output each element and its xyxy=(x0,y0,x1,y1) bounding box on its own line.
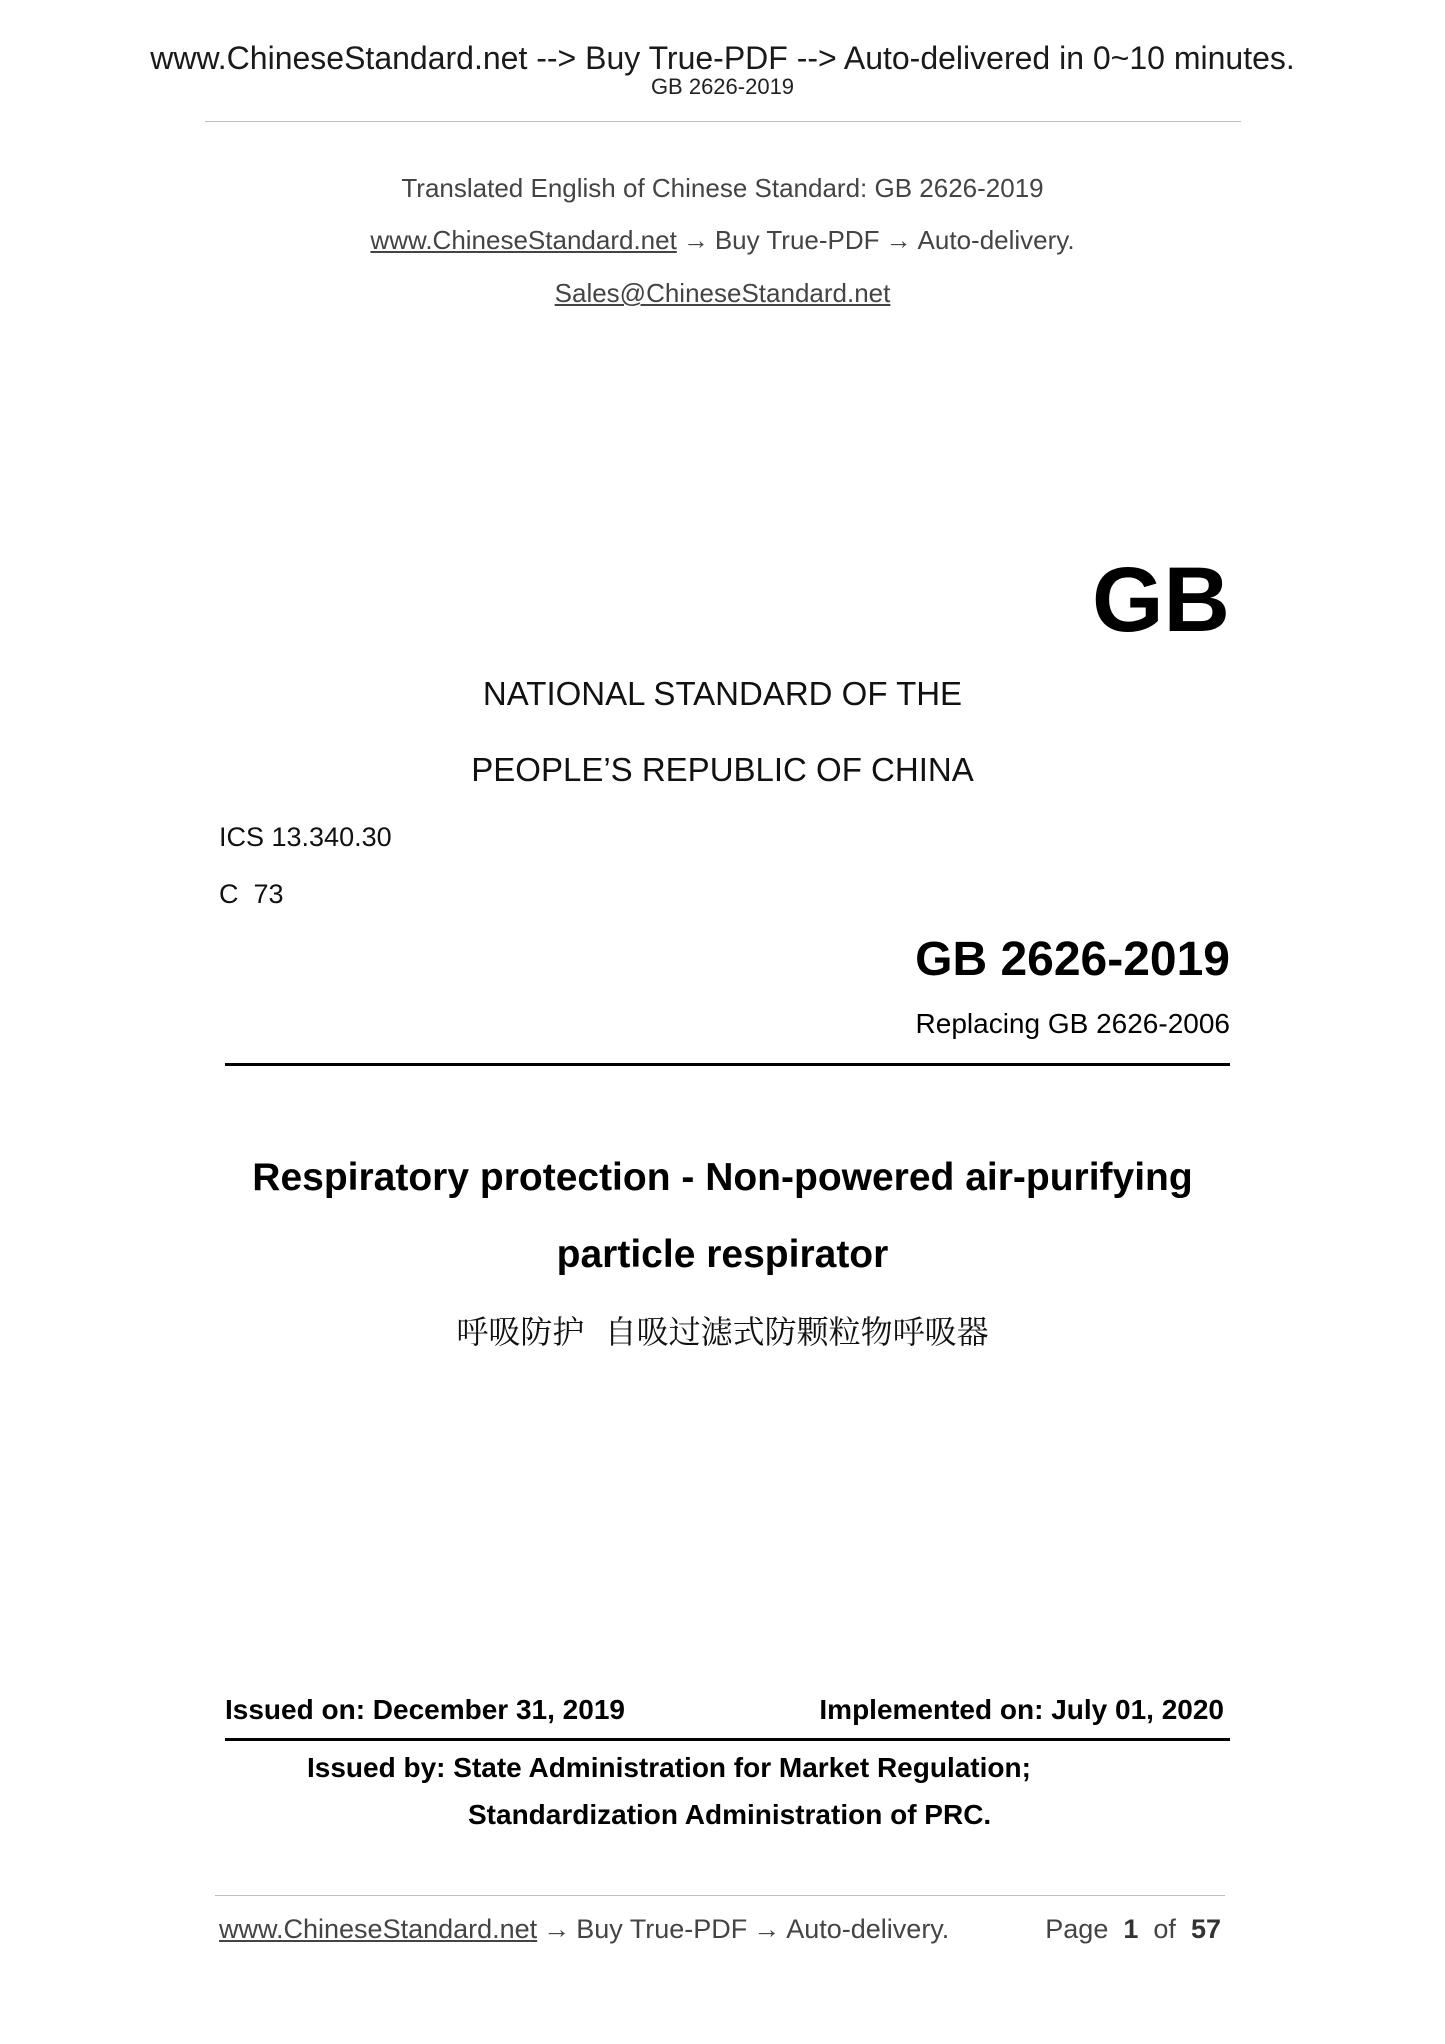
arrow-right-icon: → xyxy=(543,1914,571,1944)
footer-divider xyxy=(215,1895,1225,1896)
purchase-line xyxy=(0,225,1445,255)
gb-mark: GB xyxy=(1092,549,1230,651)
standard-number: GB 2626-2019 xyxy=(915,933,1230,986)
buy-true-pdf-text: Buy True-PDF xyxy=(714,225,880,255)
sales-email-link[interactable]: Sales@ChineseStandard.net xyxy=(554,278,891,308)
title-en-line-2: particle respirator xyxy=(556,1233,889,1276)
title-en-line-1: Respiratory protection - Non-powered air-purifying xyxy=(252,1156,1193,1199)
email-line xyxy=(0,278,1445,308)
auto-delivery-text: Auto-delivery. xyxy=(917,225,1075,255)
issued-on: Issued on: December 31, 2019 xyxy=(225,1694,625,1725)
ccs-code: C 73 xyxy=(219,879,284,909)
national-standard-line-2: PEOPLE’S REPUBLIC OF CHINA xyxy=(471,751,974,788)
dates-rule xyxy=(225,1738,1230,1741)
footer-site-link[interactable]: www.ChineseStandard.net xyxy=(219,1914,538,1944)
page-current: 1 xyxy=(1123,1914,1139,1944)
arrow-right-icon: → xyxy=(682,225,709,255)
implemented-on: Implemented on: July 01, 2020 xyxy=(819,1694,1224,1725)
translated-line: Translated English of Chinese Standard: GB 2626-2019 xyxy=(401,173,1044,203)
page-indicator xyxy=(1045,1913,1221,1945)
header-doc-code: GB 2626-2019 xyxy=(650,74,795,99)
page-label: Page xyxy=(1045,1914,1109,1944)
national-standard-line-1: NATIONAL STANDARD OF THE xyxy=(482,675,963,712)
arrow-right-icon: → xyxy=(753,1914,781,1944)
standard-number-rule xyxy=(225,1063,1230,1066)
footer-auto-delivery-text: Auto-delivery. xyxy=(786,1914,950,1944)
page-of: of xyxy=(1153,1914,1176,1944)
site-link[interactable]: www.ChineseStandard.net xyxy=(370,225,677,255)
issued-by-line-1: Issued by: State Administration for Market Regulation; xyxy=(307,1752,1031,1783)
issued-by-line-2: Standardization Administration of PRC. xyxy=(468,1799,992,1830)
footer-buy-true-pdf-text: Buy True-PDF xyxy=(576,1914,748,1944)
footer-purchase-line xyxy=(219,1913,949,1945)
header-divider xyxy=(205,121,1241,122)
arrow-right-icon: → xyxy=(885,225,912,255)
page-total: 57 xyxy=(1190,1914,1221,1944)
replacing-standard: Replacing GB 2626-2006 xyxy=(915,1008,1230,1039)
ics-code: ICS 13.340.30 xyxy=(219,822,392,852)
title-cn: 呼吸防护 自吸过滤式防颗粒物呼吸器 xyxy=(456,1313,989,1351)
top-banner: www.ChineseStandard.net --> Buy True-PDF --> Auto-delivered in 0~10 minutes. xyxy=(150,40,1295,76)
